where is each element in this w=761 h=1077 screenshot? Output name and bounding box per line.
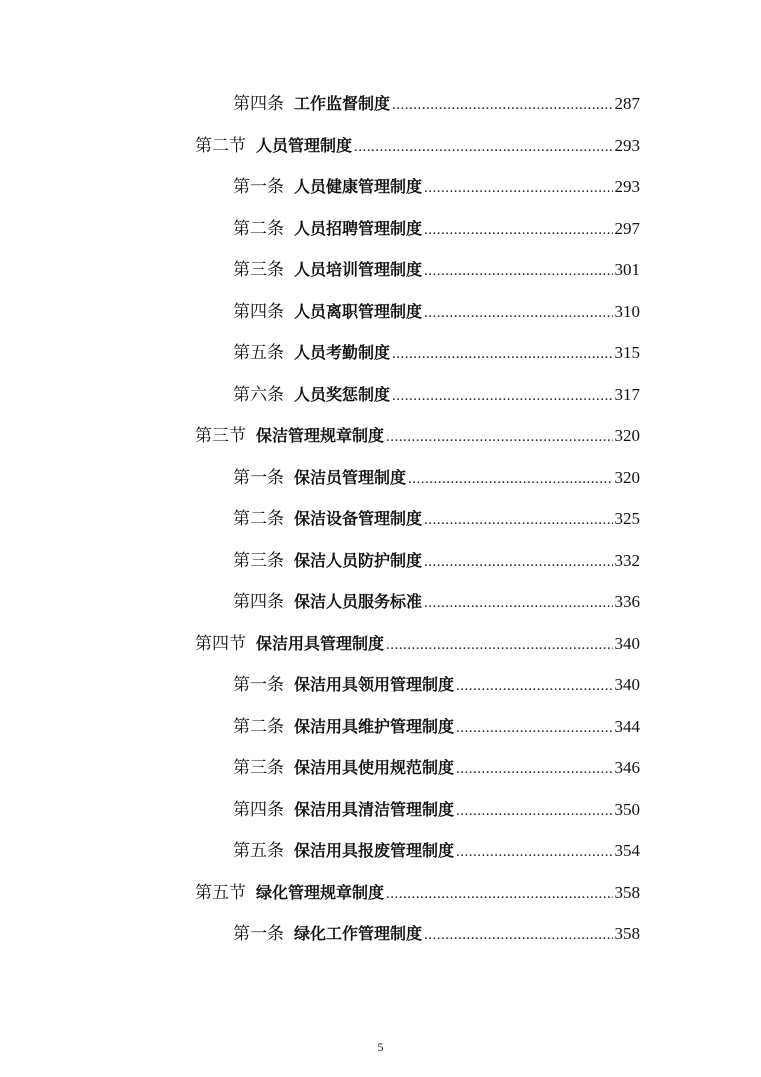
toc-entry-page: 358 [614, 924, 640, 943]
toc-dot-leader [392, 338, 612, 370]
toc-article-entry [233, 918, 640, 950]
toc-entry-number: 第三节 [195, 426, 246, 446]
toc-entry-page: 325 [614, 509, 640, 528]
toc-dot-leader [456, 753, 612, 785]
toc-entry-page: 340 [614, 633, 640, 653]
toc-section-entry [195, 420, 640, 452]
toc-article-entry [233, 752, 640, 784]
toc-article-entry [233, 171, 640, 203]
toc-entry-number: 第二条 [233, 716, 284, 737]
toc-entry-number: 第二条 [233, 509, 284, 529]
toc-article-entry [233, 711, 640, 743]
toc-entry-title: 人员健康管理制度 [294, 177, 423, 196]
toc-entry-number: 第四条 [233, 799, 284, 820]
toc-article-entry [233, 503, 640, 535]
toc-entry-title: 保洁用具使用规范制度 [294, 758, 455, 777]
toc-entry-number: 第四条 [233, 94, 284, 114]
toc-entry-page: 346 [614, 758, 640, 777]
toc-article-entry [233, 835, 640, 867]
toc-entry-page: 301 [614, 260, 640, 279]
toc-entry-number: 第三条 [233, 550, 284, 571]
toc-dot-leader [456, 670, 612, 702]
toc-entry-page: 320 [614, 426, 640, 445]
toc-article-entry [233, 794, 640, 826]
toc-dot-leader [424, 919, 612, 951]
toc-article-entry [233, 296, 640, 328]
toc-entry-title: 绿化管理规章制度 [256, 882, 385, 902]
toc-dot-leader [408, 463, 612, 495]
toc-dot-leader [424, 546, 612, 578]
toc-entry-title: 人员管理制度 [256, 135, 353, 155]
toc-entry-number: 第一条 [233, 177, 284, 197]
toc-entry-title: 保洁人员服务标准 [294, 592, 423, 611]
toc-entry-number: 第二条 [233, 218, 284, 239]
toc-entry-number: 第四条 [233, 301, 284, 322]
toc-article-entry [233, 88, 640, 120]
toc-dot-leader [424, 504, 612, 536]
toc-entry-title: 人员离职管理制度 [294, 301, 423, 321]
toc-entry-page: 293 [614, 135, 640, 155]
toc-article-entry [233, 669, 640, 701]
toc-entry-number: 第五条 [233, 343, 284, 363]
toc-entry-title: 保洁人员防护制度 [294, 550, 423, 570]
toc-entry-number: 第一条 [233, 467, 284, 488]
toc-entry-number: 第五条 [233, 841, 284, 861]
toc-section-entry [195, 130, 640, 162]
toc-dot-leader [456, 836, 612, 868]
toc-entry-page: 332 [614, 550, 640, 570]
toc-entry-title: 人员考勤制度 [294, 343, 391, 362]
toc-dot-leader [392, 89, 612, 121]
toc-entry-page: 336 [614, 592, 640, 611]
toc-article-entry [233, 379, 640, 411]
toc-entry-page: 287 [614, 94, 640, 113]
toc-entry-title: 人员奖惩制度 [294, 384, 391, 404]
toc-entry-page: 354 [614, 841, 640, 860]
toc-entry-page: 340 [614, 675, 640, 694]
toc-dot-leader [392, 380, 612, 412]
toc-entry-title: 保洁用具领用管理制度 [294, 675, 455, 694]
toc-entry-number: 第四条 [233, 592, 284, 612]
toc-article-entry [233, 462, 640, 494]
toc-entry-page: 350 [614, 799, 640, 819]
toc-entry-title: 保洁管理规章制度 [256, 426, 385, 445]
toc-entry-number: 第一条 [233, 675, 284, 695]
toc-entry-title: 保洁用具维护管理制度 [294, 716, 455, 736]
toc-entry-title: 保洁用具清洁管理制度 [294, 799, 455, 819]
toc-dot-leader [456, 795, 612, 827]
toc-entry-number: 第三条 [233, 260, 284, 280]
toc-dot-leader [424, 587, 612, 619]
toc-entry-number: 第二节 [195, 135, 246, 156]
toc-entry-title: 绿化工作管理制度 [294, 924, 423, 943]
toc-entry-page: 310 [614, 301, 640, 321]
toc-entry-title: 工作监督制度 [294, 94, 391, 113]
toc-entry-title: 保洁设备管理制度 [294, 509, 423, 528]
toc-article-entry [233, 586, 640, 618]
toc-entry-number: 第六条 [233, 384, 284, 405]
toc-section-entry [195, 877, 640, 909]
toc-dot-leader [354, 131, 612, 163]
toc-entry-page: 320 [614, 467, 640, 487]
page-number: 5 [377, 1040, 384, 1054]
toc-article-entry [233, 254, 640, 286]
toc-article-entry [233, 337, 640, 369]
toc-dot-leader [386, 629, 612, 661]
toc-dot-leader [424, 172, 612, 204]
toc-dot-leader [424, 297, 612, 329]
toc-entry-title: 保洁员管理制度 [294, 467, 407, 487]
toc-entry-page: 293 [614, 177, 640, 196]
toc-entry-number: 第三条 [233, 758, 284, 778]
toc-dot-leader [456, 712, 612, 744]
toc-entry-page: 317 [614, 384, 640, 404]
toc-entry-page: 297 [614, 218, 640, 238]
toc-entry-page: 358 [614, 882, 640, 902]
toc-entry-page: 344 [614, 716, 640, 736]
toc-entry-title: 人员培训管理制度 [294, 260, 423, 279]
toc-dot-leader [424, 255, 612, 287]
toc-dot-leader [386, 421, 612, 453]
toc-dot-leader [424, 214, 612, 246]
toc-article-entry [233, 213, 640, 245]
toc-dot-leader [386, 878, 612, 910]
toc-entry-title: 保洁用具管理制度 [256, 633, 385, 653]
toc-entry-number: 第一条 [233, 924, 284, 944]
toc-section-entry [195, 628, 640, 660]
toc-entry-title: 人员招聘管理制度 [294, 218, 423, 238]
toc-article-entry [233, 545, 640, 577]
toc-entry-page: 315 [614, 343, 640, 362]
toc-entry-number: 第五节 [195, 882, 246, 903]
toc-entry-number: 第四节 [195, 633, 246, 654]
toc-entry-title: 保洁用具报废管理制度 [294, 841, 455, 860]
